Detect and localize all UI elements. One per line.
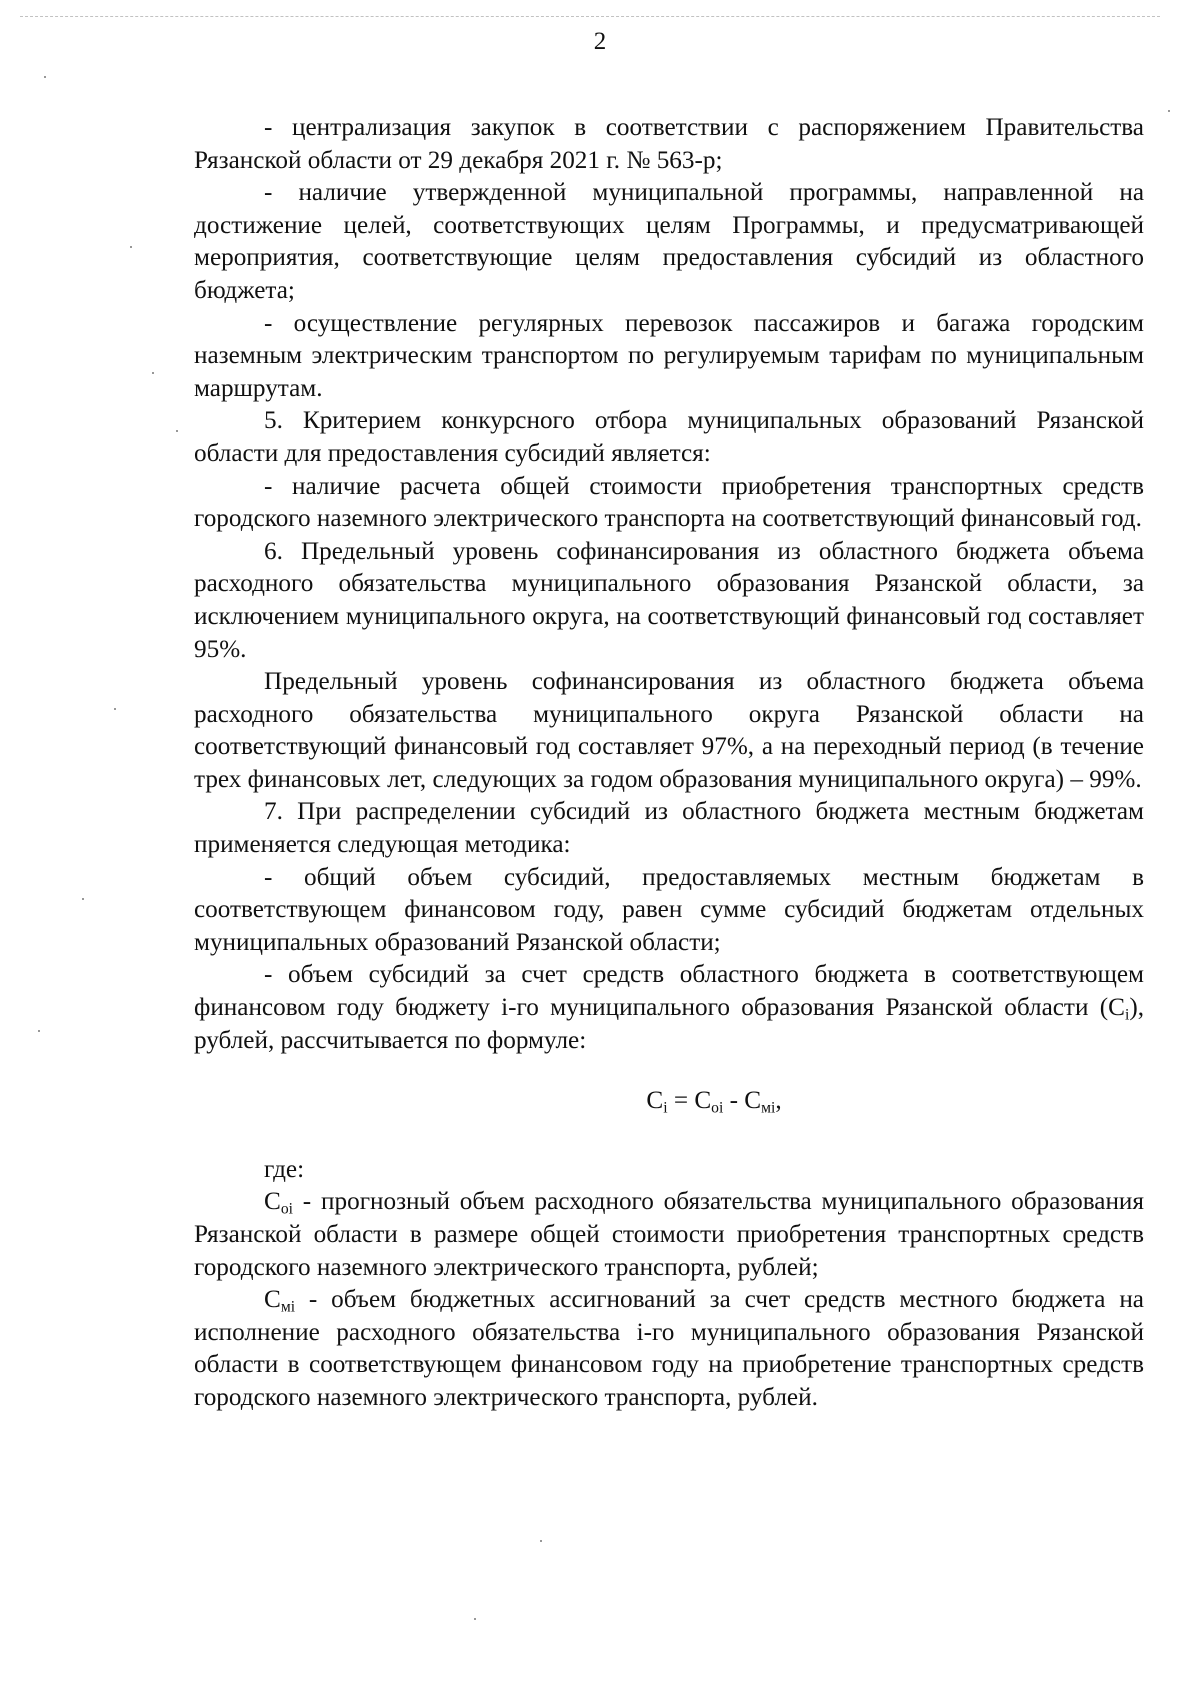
document-body — [194, 112, 1144, 1415]
scan-speck — [540, 1540, 542, 1542]
formula-term-1: C — [694, 1087, 712, 1115]
definition-symbol-index: мi — [280, 1298, 296, 1316]
formula-term-2: C — [744, 1087, 762, 1115]
formula-term-2-index: мi — [761, 1099, 776, 1117]
paragraph-cofinancing-95: 6. Предельный уровень софинансирования из областного бюджета объема расходного обязательства муниципального образования Рязанской области, за исключением муниципального округа, на соответствующий финансовый год составляет 95%. — [194, 537, 1144, 663]
subsidy-volume-text-end: ), рублей, рассчитывается по формуле: — [194, 994, 1144, 1054]
formula-equals: = — [667, 1087, 695, 1115]
definition-symbol: C — [264, 1286, 281, 1314]
definition-symbol-index: oi — [280, 1200, 293, 1218]
subsidy-formula — [194, 1085, 1144, 1118]
definition-forecast-obligation — [194, 1186, 1144, 1284]
paragraph-subsidy-volume — [194, 959, 1144, 1057]
definition-text: - объем бюджетных ассигнований за счет средств местного бюджета на исполнение расходного обязательства i-го муниципального образования Рязанской области в соответствующем финансовом году на приобретение транспортных средств городского наземного электрического транспорта, рублей. — [194, 1286, 1144, 1411]
scan-speck — [38, 1030, 40, 1032]
page-number: 2 — [593, 28, 607, 55]
formula-minus: - — [723, 1087, 745, 1115]
scan-speck — [114, 708, 116, 710]
paragraph-selection-criterion: 5. Критерием конкурсного отбора муниципальных образований Рязанской области для предоставления субсидий является: — [194, 407, 1144, 467]
scan-speck — [176, 430, 178, 432]
formula-term-1-index: oi — [711, 1099, 724, 1117]
definition-local-budget — [194, 1284, 1144, 1414]
paragraph-cofinancing-97: Предельный уровень софинансирования из областного бюджета объема расходного обязательства муниципального округа Рязанской области на соответствующий финансовый год составляет 97%, а на переходный период (в течение трех финансовых лет, следующих за годом образования муниципального округа) – 99%. — [194, 668, 1144, 793]
paragraph-municipal-program: - наличие утвержденной муниципальной программы, направленной на достижение целей, соответствующих целям Программы, и предусматривающей мероприятия, соответствующие целям предоставления субсидий из областного бюджета; — [194, 179, 1144, 304]
paragraph-centralization: - централизация закупок в соответствии с распоряжением Правительства Рязанской области от 29 декабря 2021 г. № 563-р; — [194, 114, 1144, 174]
definition-text: - прогнозный объем расходного обязательства муниципального образования Рязанской области в размере общей стоимости приобретения транспортных средств городского наземного электрического транспорта, рублей; — [194, 1188, 1144, 1281]
paragraph-total-volume: - общий объем субсидий, предоставляемых местным бюджетам в соответствующем финансовом году, равен сумме субсидий бюджетам отдельных муниципальных образований Рязанской области; — [194, 863, 1144, 956]
formula-lhs: C — [646, 1087, 664, 1115]
scan-speck — [82, 898, 84, 900]
subsidy-volume-text-start: - объем субсидий за счет средств областного бюджета в соответствующем финансовом году бюджету i-го муниципального образования Рязанской области ( — [194, 961, 1144, 1022]
scan-speck — [130, 246, 132, 248]
subsidy-symbol: C — [1108, 994, 1125, 1022]
paragraph-cost-calculation: - наличие расчета общей стоимости приобретения транспортных средств городского наземного электрического транспорта на соответствующий финансовый год. — [194, 472, 1144, 533]
where-label: где: — [264, 1155, 305, 1183]
scan-edge-line — [20, 16, 1160, 17]
subsidy-symbol-index: i — [1124, 1006, 1130, 1024]
paragraph-distribution-method: 7. При распределении субсидий из областного бюджета местным бюджетам применяется следующая методика: — [194, 798, 1144, 859]
scan-speck — [1168, 110, 1170, 112]
formula-end: , — [775, 1087, 782, 1115]
formula-lhs-index: i — [663, 1099, 668, 1117]
paragraph-regular-transport: - осуществление регулярных перевозок пассажиров и багажа городским наземным электрическим транспортом по регулируемым тарифам по муниципальным маршрутам. — [194, 309, 1144, 402]
scan-speck — [44, 76, 46, 78]
scan-speck — [152, 372, 154, 374]
scan-speck — [474, 1618, 476, 1620]
definition-symbol: C — [264, 1188, 281, 1216]
